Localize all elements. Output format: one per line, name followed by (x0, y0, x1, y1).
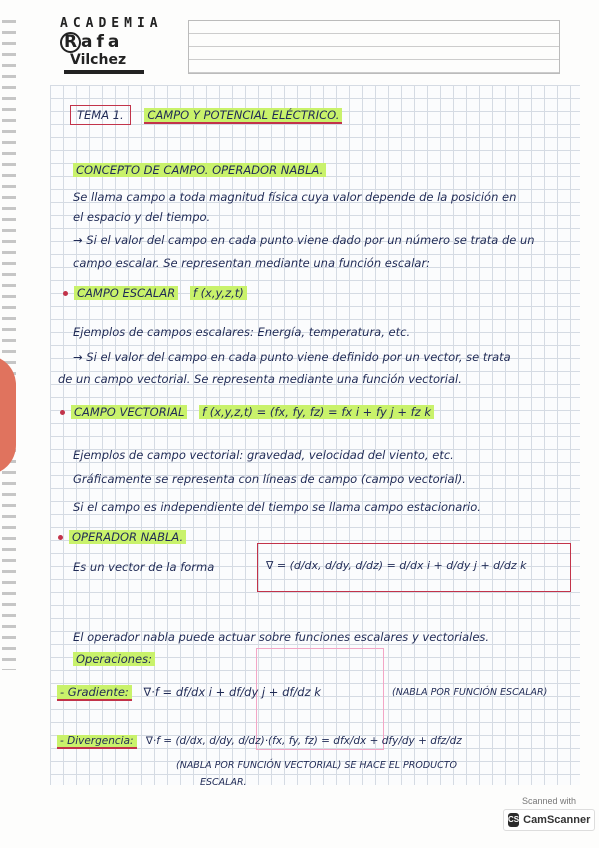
section-heading: CONCEPTO DE CAMPO. OPERADOR NABLA. (73, 163, 326, 177)
gradiente-note: (NABLA POR FUNCIÓN ESCALAR) (392, 687, 548, 698)
header-box (188, 20, 560, 74)
divergencia-line (57, 735, 462, 747)
logo-afa: afa (81, 32, 124, 52)
camscanner-logo (503, 809, 595, 831)
gradiente-formula: ∇·f = df/dx i + df/dy j + df/dz k (143, 685, 321, 699)
spiral-binding (2, 20, 16, 670)
para2-line2: campo escalar. Se representan mediante una función escalar: (73, 256, 431, 270)
tema-label: TEMA 1. (70, 105, 131, 125)
bullet-dot (63, 291, 68, 296)
logo-bar (64, 70, 144, 74)
graficamente: Gráficamente se representa con líneas de campo (campo vectorial). (73, 472, 466, 486)
divergencia-note1: (NABLA POR FUNCIÓN VECTORIAL) SE HACE EL PRODUCTO (176, 760, 458, 771)
campo-vectorial-label: CAMPO VECTORIAL (71, 405, 187, 419)
operaciones-label: Operaciones: (73, 652, 155, 666)
camscanner-icon: CS (508, 813, 519, 827)
bullet-dot (60, 410, 65, 415)
title-text: CAMPO Y POTENCIAL ELÉCTRICO. (144, 108, 342, 124)
para3-line2: de un campo vectorial. Se representa mediante una función vectorial. (58, 372, 462, 386)
title-line (70, 108, 342, 122)
nabla-formula: ∇ = (d/dx, d/dy, d/dz) = d/dx i + d/dy j + d/dz k (266, 559, 527, 572)
campo-vectorial-formula: f (x,y,z,t) = (fx, fy, fz) = fx i + fy j + fz k (199, 405, 434, 419)
scanned-with-text: Scanned with (521, 796, 577, 806)
para1-line2: el espacio y del tiempo. (73, 210, 211, 224)
campo-escalar-line (63, 286, 247, 300)
divergencia-label: - Divergencia: (57, 735, 137, 749)
logo-circle-r: R (60, 32, 81, 53)
logo-line1: ACADEMIA (60, 16, 163, 31)
gradiente-label: - Gradiente: (57, 685, 132, 701)
campo-vectorial-line (60, 405, 434, 419)
divergencia-note2: ESCALAR. (200, 777, 247, 788)
logo-line2 (60, 32, 123, 53)
divergencia-formula: ∇·f = (d/dx, d/dy, d/dz)·(fx, fy, fz) = dfx/dx + dfy/dy + dfz/dz (145, 735, 462, 747)
campo-escalar-formula: f (x,y,z,t) (190, 286, 247, 300)
operador-text: Es un vector de la forma (73, 560, 215, 574)
nabla-formula-box (257, 543, 571, 592)
campo-escalar-label: CAMPO ESCALAR (74, 286, 178, 300)
camscanner-badge (503, 796, 595, 842)
para2-line1: → Si el valor del campo en cada punto viene dado por un número se trata de un (73, 233, 535, 247)
example2: Ejemplos de campo vectorial: gravedad, velocidad del viento, etc. (73, 448, 454, 462)
para1-line1: Se llama campo a toda magnitud física cuya valor depende de la posición en (73, 190, 517, 204)
operador-heading (58, 530, 186, 544)
example1: Ejemplos de campos escalares: Energía, temperatura, etc. (73, 325, 411, 339)
camscanner-name: CamScanner (523, 814, 591, 826)
para3-line1: → Si el valor del campo en cada punto viene definido por un vector, se trata (73, 350, 511, 364)
academy-logo (60, 16, 180, 76)
operador-label: OPERADOR NABLA. (69, 530, 186, 544)
gradiente-line (57, 685, 321, 699)
para4: El operador nabla puede actuar sobre funciones escalares y vectoriales. (73, 630, 490, 644)
bullet-dot (58, 535, 63, 540)
logo-line3: Vilchez (70, 52, 127, 68)
estacionario: Si el campo es independiente del tiempo se llama campo estacionario. (73, 500, 481, 514)
